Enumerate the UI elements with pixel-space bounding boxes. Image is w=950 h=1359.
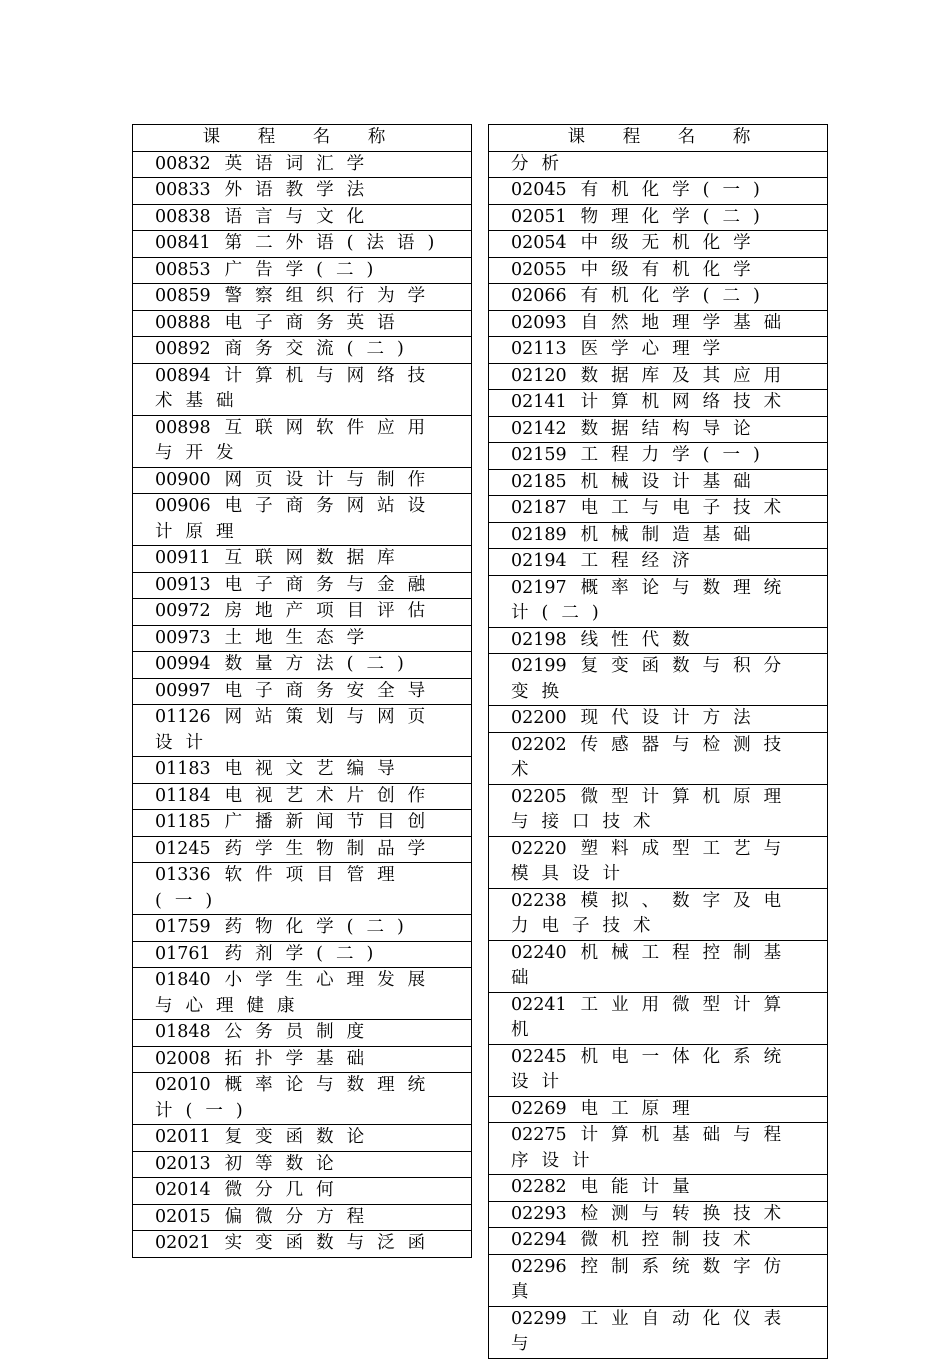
right-header-row xyxy=(489,125,828,152)
course-cell xyxy=(133,1020,472,1047)
course-name: 医学心理学 xyxy=(580,339,734,359)
course-name: 工程力学(一) xyxy=(580,445,773,465)
course-row xyxy=(489,654,828,706)
course-row xyxy=(133,915,472,942)
course-cell xyxy=(133,941,472,968)
course-cell xyxy=(133,968,472,1020)
course-name: 实变函数与泛函 xyxy=(224,1233,439,1253)
course-cell xyxy=(489,1254,828,1306)
course-name: 药剂学(二) xyxy=(224,943,387,964)
course-cell xyxy=(489,1044,828,1096)
course-row xyxy=(133,204,472,231)
course-code: 02013 xyxy=(155,1153,211,1174)
course-cell xyxy=(489,627,828,654)
course-cell xyxy=(133,415,472,467)
course-name: 复变函数与积分变换 xyxy=(511,656,795,702)
course-cell xyxy=(489,1228,828,1255)
course-cell xyxy=(489,257,828,284)
course-code: 02055 xyxy=(511,259,567,280)
course-row xyxy=(133,572,472,599)
course-name: 英语词汇学 xyxy=(224,153,378,174)
course-code: 00997 xyxy=(155,680,211,701)
course-code: 02269 xyxy=(511,1098,567,1119)
course-row xyxy=(489,496,828,523)
course-name: 网页设计与制作 xyxy=(224,469,439,490)
course-code: 01126 xyxy=(155,707,211,727)
course-cell xyxy=(489,992,828,1044)
course-row xyxy=(133,1231,472,1258)
course-code: 00832 xyxy=(155,153,211,174)
course-row xyxy=(133,494,472,546)
course-code: 01761 xyxy=(155,943,211,964)
course-name: 控制系统数字仿真 xyxy=(511,1256,795,1302)
course-code: 01185 xyxy=(155,812,211,832)
course-code: 02194 xyxy=(511,551,567,571)
course-cell xyxy=(489,1096,828,1123)
course-row xyxy=(489,1201,828,1228)
course-row xyxy=(489,732,828,784)
course-code: 00888 xyxy=(155,312,211,333)
course-name: 电视艺术片创作 xyxy=(224,785,439,806)
course-name: 电工原理 xyxy=(580,1098,703,1119)
course-row xyxy=(133,1151,472,1178)
course-code: 02205 xyxy=(511,786,567,807)
right-header-cell: 课 程 名 称 xyxy=(489,125,828,152)
course-code: 02189 xyxy=(511,524,567,545)
course-code: 02245 xyxy=(511,1046,567,1067)
course-cell xyxy=(133,204,472,231)
left-course-table-body xyxy=(133,125,472,1258)
course-cell xyxy=(133,652,472,679)
course-row xyxy=(133,284,472,311)
course-name: 分析 xyxy=(511,153,572,174)
course-cell xyxy=(489,575,828,627)
course-row xyxy=(489,784,828,836)
course-row xyxy=(489,178,828,205)
course-name: 电工与电子技术 xyxy=(580,498,795,518)
course-name: 药物化学(二) xyxy=(224,917,417,937)
course-cell xyxy=(489,706,828,733)
course-code: 00973 xyxy=(155,627,211,648)
course-code: 01840 xyxy=(155,970,211,990)
course-name: 语言与文化 xyxy=(224,206,378,227)
course-cell xyxy=(133,863,472,915)
course-cell xyxy=(489,732,828,784)
course-code: 01184 xyxy=(155,785,211,806)
course-row xyxy=(133,783,472,810)
course-row xyxy=(133,941,472,968)
course-code: 00898 xyxy=(155,417,211,438)
course-row xyxy=(133,1046,472,1073)
course-name: 机械工程控制基础 xyxy=(511,942,795,988)
course-row xyxy=(133,652,472,679)
course-code: 00972 xyxy=(155,601,211,621)
course-cell xyxy=(489,940,828,992)
course-row xyxy=(133,337,472,364)
course-name: 机电一体化系统设计 xyxy=(511,1046,795,1092)
course-cell xyxy=(489,231,828,258)
course-name: 工业用微型计算机 xyxy=(511,994,795,1040)
course-row xyxy=(489,706,828,733)
course-row xyxy=(489,231,828,258)
course-code: 02240 xyxy=(511,942,567,963)
course-code: 02045 xyxy=(511,180,567,200)
left-course-table xyxy=(132,124,472,1258)
course-code: 02066 xyxy=(511,286,567,306)
course-row xyxy=(133,1073,472,1125)
course-row xyxy=(489,469,828,496)
course-code: 02014 xyxy=(155,1180,211,1200)
course-cell xyxy=(489,443,828,470)
course-name: 计算机基础与程序设计 xyxy=(511,1125,795,1171)
course-code: 01245 xyxy=(155,838,211,859)
course-row xyxy=(133,415,472,467)
course-cell xyxy=(133,783,472,810)
course-name: 电子商务安全导 xyxy=(224,680,439,701)
course-cell xyxy=(489,416,828,443)
course-name: 微型计算机原理与接口技术 xyxy=(511,786,795,832)
course-code: 02296 xyxy=(511,1256,567,1277)
course-cell xyxy=(133,151,472,178)
course-name: 机械制造基础 xyxy=(580,524,764,545)
left-header-cell: 课 程 名 称 xyxy=(133,125,472,152)
course-row xyxy=(489,1228,828,1255)
course-cell xyxy=(489,178,828,205)
course-cell xyxy=(133,363,472,415)
course-name: 电子商务网站设计原理 xyxy=(155,496,439,542)
course-name: 小学生心理发展与心理健康 xyxy=(155,970,439,1016)
course-row xyxy=(489,888,828,940)
course-row xyxy=(133,546,472,573)
course-name: 外语教学法 xyxy=(224,180,378,200)
course-row xyxy=(489,940,828,992)
course-cell xyxy=(133,494,472,546)
course-name: 计算机网络技术 xyxy=(580,392,795,412)
course-name: 商务交流(二) xyxy=(224,339,417,359)
course-cell xyxy=(133,1151,472,1178)
course-code: 00994 xyxy=(155,654,211,674)
course-code: 00913 xyxy=(155,574,211,595)
course-row xyxy=(489,992,828,1044)
course-name: 土地生态学 xyxy=(224,627,378,648)
left-header-row xyxy=(133,125,472,152)
course-cell xyxy=(133,915,472,942)
course-code: 02054 xyxy=(511,233,567,253)
course-name: 初等数论 xyxy=(224,1153,347,1174)
course-code: 00911 xyxy=(155,548,211,568)
course-code: 02120 xyxy=(511,365,567,386)
course-cell xyxy=(133,625,472,652)
course-code: 02051 xyxy=(511,206,567,227)
course-cell xyxy=(133,1231,472,1258)
course-code: 01336 xyxy=(155,865,211,885)
course-cell xyxy=(489,836,828,888)
course-cell xyxy=(133,178,472,205)
course-name: 互联网软件应用与开发 xyxy=(155,417,439,463)
course-name: 有机化学(二) xyxy=(580,286,773,306)
course-name: 电视文艺编导 xyxy=(224,759,408,779)
course-cell xyxy=(133,810,472,837)
course-row xyxy=(133,151,472,178)
course-row xyxy=(133,231,472,258)
course-cell xyxy=(133,572,472,599)
course-row xyxy=(133,257,472,284)
course-row xyxy=(489,284,828,311)
course-name: 计算机与网络技术基础 xyxy=(155,365,439,411)
course-cell xyxy=(133,1125,472,1152)
course-code: 02159 xyxy=(511,445,567,465)
course-row xyxy=(489,1175,828,1202)
course-name: 公务员制度 xyxy=(224,1022,378,1042)
course-code: 02093 xyxy=(511,312,567,333)
course-code: 00859 xyxy=(155,286,211,306)
course-name: 中级有机化学 xyxy=(580,259,764,280)
right-course-table-body xyxy=(489,125,828,1359)
course-code: 02011 xyxy=(155,1127,211,1147)
course-name: 电子商务与金融 xyxy=(224,574,439,595)
course-row xyxy=(133,863,472,915)
course-cell xyxy=(133,337,472,364)
course-row xyxy=(489,1254,828,1306)
course-row xyxy=(489,151,828,178)
course-name: 中级无机化学 xyxy=(580,233,764,253)
course-code: 00841 xyxy=(155,233,211,253)
course-code: 02199 xyxy=(511,656,567,676)
course-cell xyxy=(133,467,472,494)
course-code: 02293 xyxy=(511,1203,567,1224)
course-cell xyxy=(133,231,472,258)
course-code: 00894 xyxy=(155,365,211,386)
course-cell xyxy=(133,1204,472,1231)
course-name: 工程经济 xyxy=(580,551,703,571)
course-row xyxy=(489,1123,828,1175)
course-name: 线性代数 xyxy=(580,629,703,650)
course-row xyxy=(489,575,828,627)
course-name: 房地产项目评估 xyxy=(224,601,439,621)
course-row xyxy=(133,968,472,1020)
course-cell xyxy=(489,1201,828,1228)
course-cell xyxy=(489,469,828,496)
course-cell xyxy=(489,390,828,417)
course-name: 模拟、数字及电力电子技术 xyxy=(511,890,795,936)
course-cell xyxy=(489,151,828,178)
course-cell xyxy=(489,549,828,576)
course-name: 警察组织行为学 xyxy=(224,286,439,306)
course-code: 02238 xyxy=(511,890,567,911)
course-code: 02282 xyxy=(511,1177,567,1197)
course-row xyxy=(489,1096,828,1123)
course-code: 02113 xyxy=(511,339,567,359)
course-cell xyxy=(133,678,472,705)
course-cell xyxy=(133,310,472,337)
course-name: 电能计量 xyxy=(580,1177,703,1197)
course-code: 00838 xyxy=(155,206,211,227)
course-name: 有机化学(一) xyxy=(580,180,773,200)
course-cell xyxy=(133,705,472,757)
course-code: 00853 xyxy=(155,259,211,280)
course-row xyxy=(489,390,828,417)
course-cell xyxy=(489,1306,828,1358)
course-row xyxy=(489,337,828,364)
course-row xyxy=(489,1044,828,1096)
course-code: 02200 xyxy=(511,708,567,728)
course-cell xyxy=(133,599,472,626)
course-name: 传感器与检测技术 xyxy=(511,734,795,780)
course-row xyxy=(489,549,828,576)
course-row xyxy=(133,625,472,652)
course-row xyxy=(133,1204,472,1231)
course-code: 02198 xyxy=(511,629,567,650)
course-cell xyxy=(133,1046,472,1073)
course-name: 第二外语(法语) xyxy=(224,233,448,253)
course-code: 02142 xyxy=(511,418,567,439)
course-name: 拓扑学基础 xyxy=(224,1048,378,1069)
course-row xyxy=(133,599,472,626)
course-name: 广播新闻节目创 xyxy=(224,812,439,832)
course-row xyxy=(133,467,472,494)
course-cell xyxy=(133,836,472,863)
course-code: 02241 xyxy=(511,994,567,1015)
course-code: 02299 xyxy=(511,1308,567,1329)
course-row xyxy=(133,757,472,784)
course-row xyxy=(133,836,472,863)
right-course-table xyxy=(488,124,828,1359)
course-name: 软件项目管理(一) xyxy=(155,865,408,911)
course-row xyxy=(133,1178,472,1205)
course-cell xyxy=(133,757,472,784)
course-cell xyxy=(489,1123,828,1175)
course-code: 02141 xyxy=(511,392,567,412)
course-cell xyxy=(133,257,472,284)
course-cell xyxy=(489,204,828,231)
course-cell xyxy=(489,784,828,836)
course-name: 微分几何 xyxy=(224,1180,347,1200)
course-code: 02187 xyxy=(511,498,567,518)
course-cell xyxy=(133,1073,472,1125)
course-code: 01848 xyxy=(155,1022,211,1042)
course-name: 数量方法(二) xyxy=(224,654,417,674)
course-cell xyxy=(489,310,828,337)
course-name: 检测与转换技术 xyxy=(580,1203,795,1224)
course-row xyxy=(489,522,828,549)
course-name: 广告学(二) xyxy=(224,259,387,280)
course-code: 02197 xyxy=(511,577,567,598)
course-code: 02185 xyxy=(511,471,567,492)
course-name: 塑料成型工艺与模具设计 xyxy=(511,838,795,884)
course-cell xyxy=(133,546,472,573)
course-cell xyxy=(133,284,472,311)
course-code: 02294 xyxy=(511,1230,567,1250)
course-name: 偏微分方程 xyxy=(224,1206,378,1227)
course-code: 02010 xyxy=(155,1075,211,1095)
course-row xyxy=(133,1125,472,1152)
course-code: 02220 xyxy=(511,838,567,859)
course-cell xyxy=(133,1178,472,1205)
course-row xyxy=(489,1306,828,1358)
course-row xyxy=(489,627,828,654)
course-name: 概率论与数理统计(二) xyxy=(511,577,795,623)
course-cell xyxy=(489,1175,828,1202)
course-row xyxy=(489,257,828,284)
course-name: 数据结构导论 xyxy=(580,418,764,439)
course-row xyxy=(489,363,828,390)
course-name: 现代设计方法 xyxy=(580,708,764,728)
course-name: 数据库及其应用 xyxy=(580,365,795,386)
course-name: 微机控制技术 xyxy=(580,1230,764,1250)
course-code: 02021 xyxy=(155,1233,211,1253)
course-cell xyxy=(489,522,828,549)
course-row xyxy=(133,178,472,205)
course-name: 互联网数据库 xyxy=(224,548,408,568)
course-name: 工业自动化仪表与 xyxy=(511,1308,795,1354)
course-code: 02202 xyxy=(511,734,567,755)
course-code: 00833 xyxy=(155,180,211,200)
course-row xyxy=(489,416,828,443)
course-row xyxy=(133,810,472,837)
course-code: 02015 xyxy=(155,1206,211,1227)
course-row xyxy=(489,310,828,337)
course-row xyxy=(133,705,472,757)
course-name: 机械设计基础 xyxy=(580,471,764,492)
course-row xyxy=(133,310,472,337)
course-code: 02008 xyxy=(155,1048,211,1069)
course-cell xyxy=(489,337,828,364)
course-row xyxy=(133,1020,472,1047)
course-row xyxy=(489,836,828,888)
course-name: 电子商务英语 xyxy=(224,312,408,333)
course-code: 02275 xyxy=(511,1125,567,1145)
course-row xyxy=(133,678,472,705)
course-cell xyxy=(489,496,828,523)
course-name: 概率论与数理统计(一) xyxy=(155,1075,439,1121)
course-code: 00906 xyxy=(155,496,211,516)
course-row xyxy=(489,443,828,470)
course-name: 网站策划与网页设计 xyxy=(155,707,439,753)
course-cell xyxy=(489,363,828,390)
course-cell xyxy=(489,888,828,940)
course-cell xyxy=(489,654,828,706)
course-name: 自然地理学基础 xyxy=(580,312,795,333)
course-row xyxy=(133,363,472,415)
course-code: 01183 xyxy=(155,759,211,779)
course-code: 01759 xyxy=(155,917,211,937)
course-name: 药学生物制品学 xyxy=(224,838,439,859)
course-code: 00900 xyxy=(155,469,211,490)
course-name: 物理化学(二) xyxy=(580,206,773,227)
course-name: 复变函数论 xyxy=(224,1127,378,1147)
course-cell xyxy=(489,284,828,311)
course-row xyxy=(489,204,828,231)
course-code: 00892 xyxy=(155,339,211,359)
